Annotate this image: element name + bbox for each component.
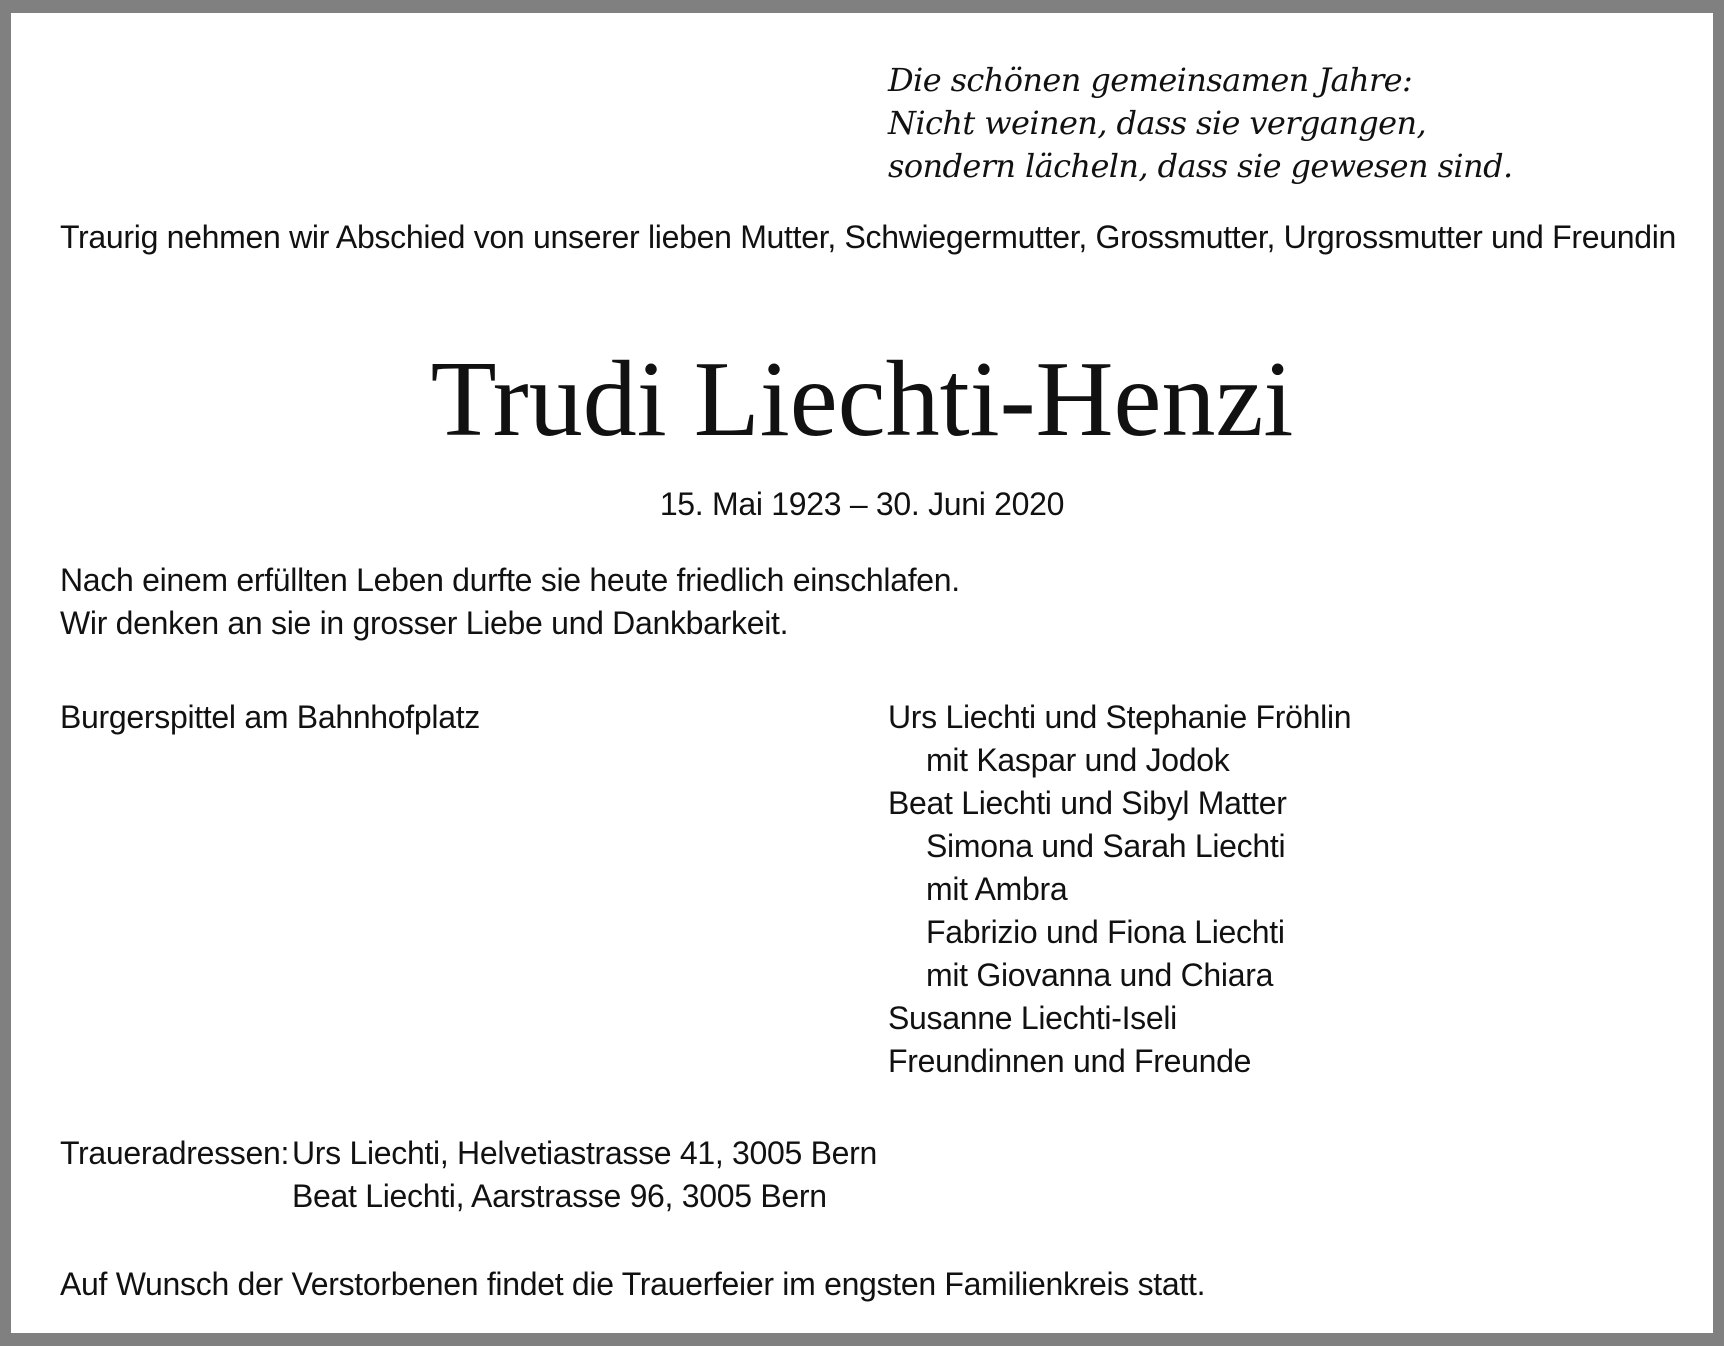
address-row: [60, 1175, 877, 1218]
body-line: Wir denken an sie in grosser Liebe und Dankbarkeit.: [60, 605, 789, 641]
intro-text: Traurig nehmen wir Abschied von unserer lieben Mutter, Schwiegermutter, Grossmutter, Urgrossmutter und Freundin: [60, 219, 1677, 255]
obituary-notice: [11, 13, 1713, 1333]
body-text: [60, 559, 960, 645]
motto-quote: [888, 59, 1513, 188]
deceased-name: Trudi Liechti-Henzi: [430, 340, 1294, 459]
mourner-line: Susanne Liechti-Iseli: [888, 1000, 1177, 1036]
mourners-list: [888, 696, 1351, 1083]
mourner-line: Fabrizio und Fiona Liechti: [926, 914, 1285, 950]
mourner-line: mit Kaspar und Jodok: [926, 742, 1230, 778]
address-line: Urs Liechti, Helvetiastrasse 41, 3005 Bern: [292, 1135, 878, 1171]
mourner-line: mit Giovanna und Chiara: [926, 957, 1274, 993]
mourner-line: mit Ambra: [926, 871, 1068, 907]
condolence-addresses: [60, 1132, 877, 1218]
mourner-line: Simona und Sarah Liechti: [926, 828, 1286, 864]
motto-line: Nicht weinen, dass sie vergangen,: [888, 104, 1427, 142]
mourner-line: Freundinnen und Freunde: [888, 1043, 1252, 1079]
address-line: Beat Liechti, Aarstrasse 96, 3005 Bern: [292, 1178, 827, 1214]
residence-place: Burgerspittel am Bahnhofplatz: [60, 699, 480, 735]
body-line: Nach einem erfüllten Leben durfte sie heute friedlich einschlafen.: [60, 562, 960, 598]
motto-line: Die schönen gemeinsamen Jahre:: [888, 61, 1413, 99]
addresses-label: Traueradressen:: [60, 1135, 290, 1171]
motto-line: sondern lächeln, dass sie gewesen sind.: [888, 147, 1513, 185]
life-dates: 15. Mai 1923 – 30. Juni 2020: [659, 486, 1065, 522]
mourner-line: Urs Liechti und Stephanie Fröhlin: [888, 699, 1352, 735]
mourner-line: Beat Liechti und Sibyl Matter: [888, 785, 1287, 821]
closing-note: Auf Wunsch der Verstorbenen findet die Trauerfeier im engsten Familienkreis statt.: [60, 1266, 1206, 1302]
address-row: [60, 1132, 877, 1175]
